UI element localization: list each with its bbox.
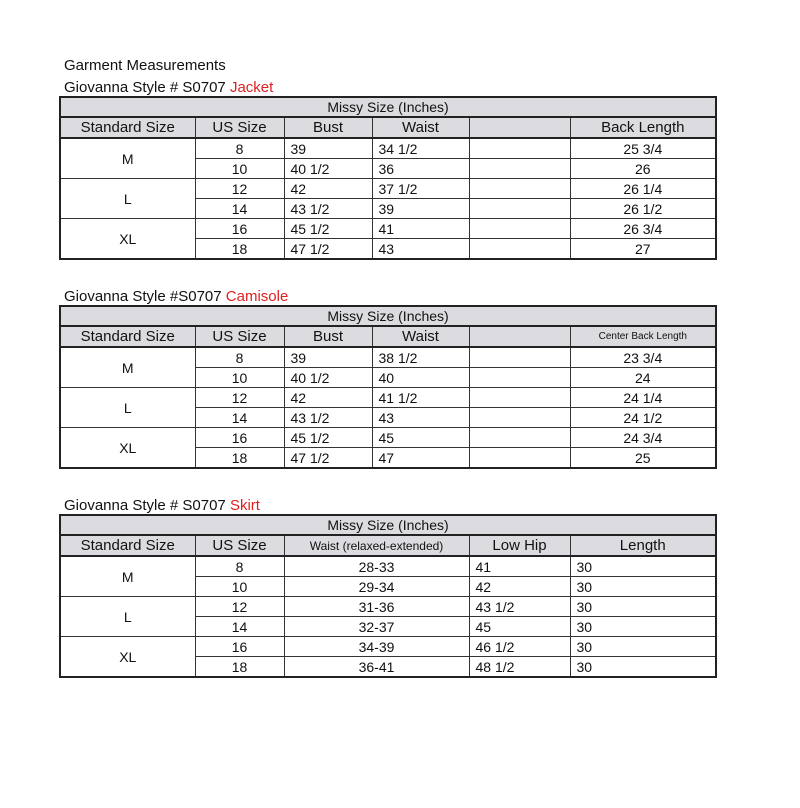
standard-size-cell: L: [60, 597, 195, 637]
col-waist: Waist: [372, 326, 469, 347]
table-row: [60, 347, 716, 368]
standard-size-cell: L: [60, 388, 195, 428]
col-us-size: US Size: [195, 326, 284, 347]
bust-cell: 40 1/2: [284, 159, 372, 179]
table-row: [60, 219, 716, 239]
waist-range-cell: 28-33: [284, 556, 469, 577]
jacket-measurements-table: [59, 96, 717, 260]
table-row: [60, 138, 716, 159]
blank-cell: [469, 239, 570, 260]
waist-cell: 37 1/2: [372, 179, 469, 199]
center-back-length-cell: 23 3/4: [570, 347, 716, 368]
length-cell: 30: [570, 597, 716, 617]
us-size-cell: 8: [195, 556, 284, 577]
col-blank: [469, 117, 570, 138]
length-cell: 30: [570, 657, 716, 678]
bust-cell: 40 1/2: [284, 368, 372, 388]
us-size-cell: 12: [195, 597, 284, 617]
table-row: [60, 637, 716, 657]
blank-cell: [469, 448, 570, 469]
us-size-cell: 16: [195, 219, 284, 239]
us-size-cell: 14: [195, 199, 284, 219]
col-us-size: US Size: [195, 117, 284, 138]
size-band-header: Missy Size (Inches): [60, 97, 716, 117]
us-size-cell: 10: [195, 159, 284, 179]
waist-cell: 38 1/2: [372, 347, 469, 368]
length-cell: 30: [570, 577, 716, 597]
us-size-cell: 8: [195, 347, 284, 368]
center-back-length-cell: 24: [570, 368, 716, 388]
us-size-cell: 14: [195, 408, 284, 428]
back-length-cell: 26 3/4: [570, 219, 716, 239]
column-header-row: [60, 326, 716, 347]
col-waist: Waist: [372, 117, 469, 138]
col-standard-size: Standard Size: [60, 117, 195, 138]
blank-cell: [469, 159, 570, 179]
low-hip-cell: 48 1/2: [469, 657, 570, 678]
bust-cell: 42: [284, 388, 372, 408]
blank-cell: [469, 219, 570, 239]
blank-cell: [469, 408, 570, 428]
style-number: Giovanna Style #S0707: [64, 288, 222, 305]
back-length-cell: 27: [570, 239, 716, 260]
waist-cell: 36: [372, 159, 469, 179]
low-hip-cell: 41: [469, 556, 570, 577]
column-header-row: [60, 535, 716, 556]
low-hip-cell: 46 1/2: [469, 637, 570, 657]
waist-cell: 43: [372, 239, 469, 260]
page-title: Garment Measurements: [64, 57, 226, 74]
bust-cell: 45 1/2: [284, 219, 372, 239]
length-cell: 30: [570, 617, 716, 637]
waist-cell: 40: [372, 368, 469, 388]
blank-cell: [469, 199, 570, 219]
bust-cell: 43 1/2: [284, 408, 372, 428]
col-waist-relaxed-extended: Waist (relaxed-extended): [284, 535, 469, 556]
standard-size-cell: M: [60, 347, 195, 388]
table-row: [60, 556, 716, 577]
bust-cell: 45 1/2: [284, 428, 372, 448]
waist-range-cell: 36-41: [284, 657, 469, 678]
length-cell: 30: [570, 556, 716, 577]
us-size-cell: 10: [195, 577, 284, 597]
standard-size-cell: M: [60, 556, 195, 597]
table-row: [60, 597, 716, 617]
waist-range-cell: 29-34: [284, 577, 469, 597]
blank-cell: [469, 388, 570, 408]
waist-range-cell: 32-37: [284, 617, 469, 637]
camisole-measurements-table: [59, 305, 717, 469]
garment-name: Jacket: [229, 79, 274, 96]
waist-cell: 41: [372, 219, 469, 239]
col-standard-size: Standard Size: [60, 326, 195, 347]
bust-cell: 47 1/2: [284, 239, 372, 260]
table-row: [60, 179, 716, 199]
standard-size-cell: L: [60, 179, 195, 219]
garment-name: Skirt: [229, 497, 260, 514]
back-length-cell: 25 3/4: [570, 138, 716, 159]
us-size-cell: 16: [195, 637, 284, 657]
low-hip-cell: 45: [469, 617, 570, 637]
waist-range-cell: 31-36: [284, 597, 469, 617]
skirt-measurements-table: [59, 514, 717, 678]
low-hip-cell: 42: [469, 577, 570, 597]
table-row: [60, 428, 716, 448]
col-us-size: US Size: [195, 535, 284, 556]
us-size-cell: 18: [195, 239, 284, 260]
us-size-cell: 10: [195, 368, 284, 388]
standard-size-cell: XL: [60, 637, 195, 678]
bust-cell: 47 1/2: [284, 448, 372, 469]
waist-cell: 39: [372, 199, 469, 219]
size-band-header: Missy Size (Inches): [60, 515, 716, 535]
back-length-cell: 26: [570, 159, 716, 179]
us-size-cell: 18: [195, 448, 284, 469]
us-size-cell: 16: [195, 428, 284, 448]
low-hip-cell: 43 1/2: [469, 597, 570, 617]
blank-cell: [469, 368, 570, 388]
waist-cell: 34 1/2: [372, 138, 469, 159]
style-number: Giovanna Style # S0707: [64, 79, 226, 96]
length-cell: 30: [570, 637, 716, 657]
blank-cell: [469, 347, 570, 368]
column-header-row: [60, 117, 716, 138]
waist-cell: 47: [372, 448, 469, 469]
center-back-length-cell: 24 3/4: [570, 428, 716, 448]
back-length-cell: 26 1/4: [570, 179, 716, 199]
waist-cell: 41 1/2: [372, 388, 469, 408]
table-row: [60, 388, 716, 408]
us-size-cell: 18: [195, 657, 284, 678]
col-standard-size: Standard Size: [60, 535, 195, 556]
garment-name: Camisole: [225, 288, 289, 305]
standard-size-cell: M: [60, 138, 195, 179]
waist-cell: 43: [372, 408, 469, 428]
col-bust: Bust: [284, 326, 372, 347]
size-band-header: Missy Size (Inches): [60, 306, 716, 326]
us-size-cell: 12: [195, 179, 284, 199]
waist-range-cell: 34-39: [284, 637, 469, 657]
waist-cell: 45: [372, 428, 469, 448]
col-bust: Bust: [284, 117, 372, 138]
col-back-length: Back Length: [570, 117, 716, 138]
camisole-section-title: [64, 288, 288, 306]
style-number: Giovanna Style # S0707: [64, 497, 226, 514]
center-back-length-cell: 25: [570, 448, 716, 469]
blank-cell: [469, 179, 570, 199]
standard-size-cell: XL: [60, 428, 195, 469]
col-low-hip: Low Hip: [469, 535, 570, 556]
us-size-cell: 8: [195, 138, 284, 159]
bust-cell: 39: [284, 347, 372, 368]
blank-cell: [469, 138, 570, 159]
col-center-back-length: Center Back Length: [570, 326, 716, 347]
blank-cell: [469, 428, 570, 448]
back-length-cell: 26 1/2: [570, 199, 716, 219]
standard-size-cell: XL: [60, 219, 195, 260]
us-size-cell: 14: [195, 617, 284, 637]
jacket-section-title: [64, 79, 273, 97]
bust-cell: 39: [284, 138, 372, 159]
bust-cell: 43 1/2: [284, 199, 372, 219]
us-size-cell: 12: [195, 388, 284, 408]
col-length: Length: [570, 535, 716, 556]
col-blank: [469, 326, 570, 347]
center-back-length-cell: 24 1/2: [570, 408, 716, 428]
skirt-section-title: [64, 497, 260, 515]
bust-cell: 42: [284, 179, 372, 199]
center-back-length-cell: 24 1/4: [570, 388, 716, 408]
